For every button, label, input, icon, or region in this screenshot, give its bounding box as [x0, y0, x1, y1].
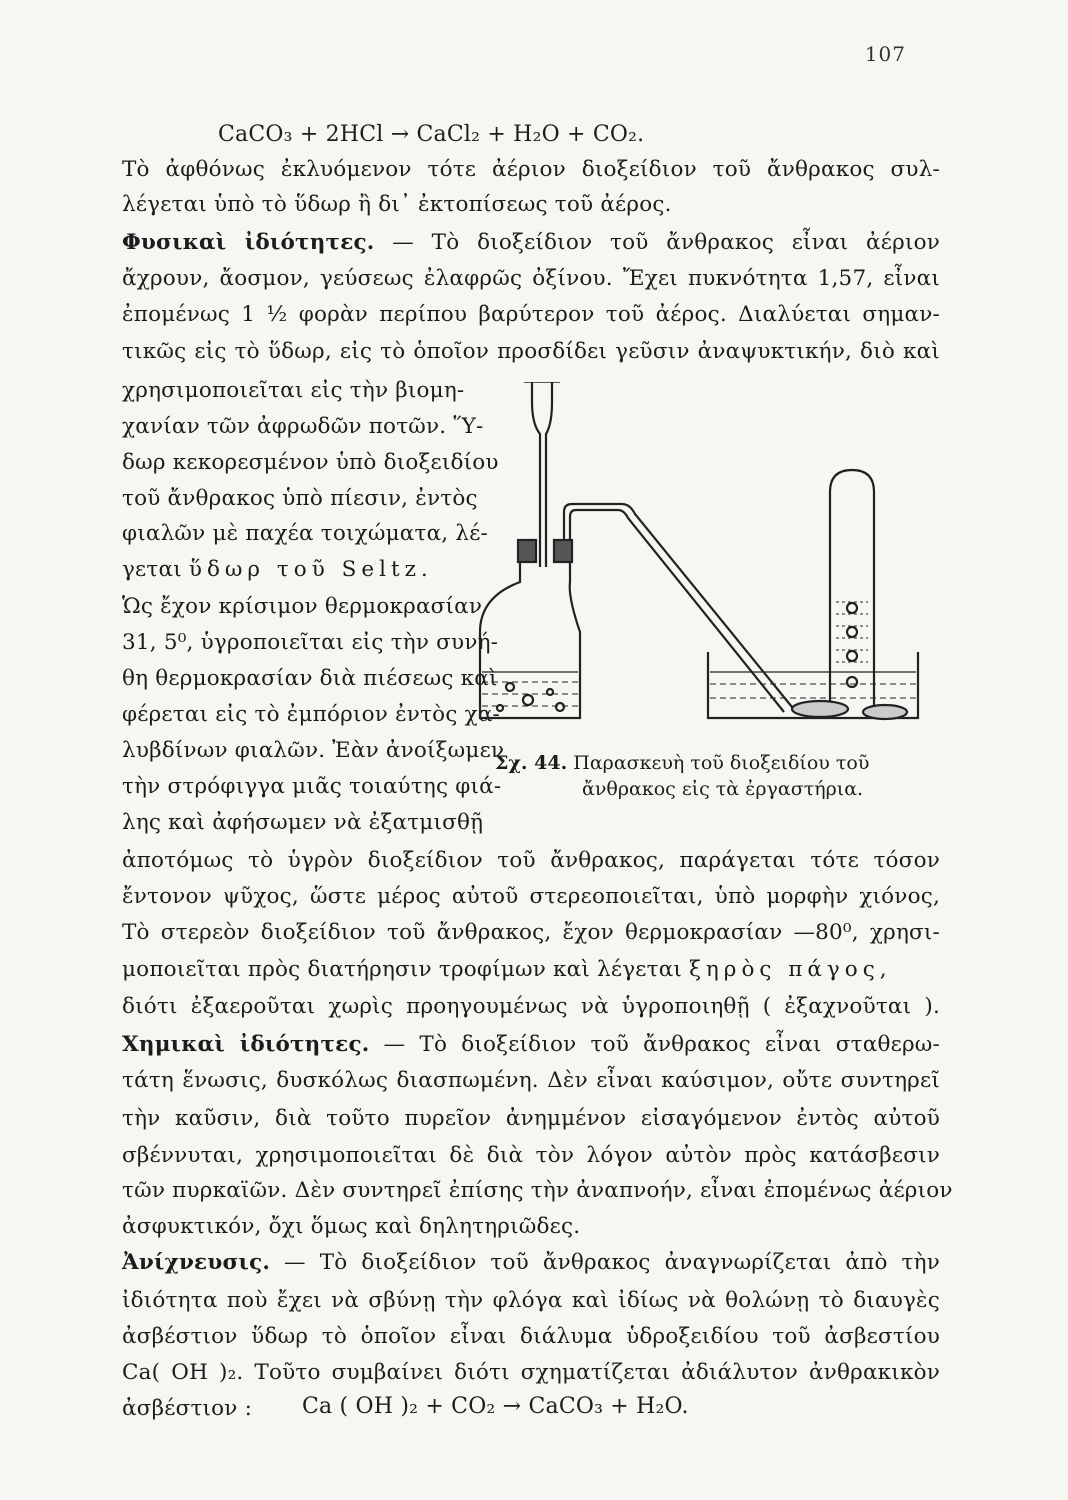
text-line: λέγεται ὑπὸ τὸ ὕδωρ ἢ δι᾽ ἐκτοπίσεως τοῦ ἀέρος. — [122, 192, 672, 217]
page-number: 107 — [864, 42, 906, 66]
heading-text: — Τὸ διοξείδιον τοῦ ἄνθρακος ἀναγνωρίζεται ἀπὸ τὴν — [270, 1250, 940, 1275]
equation-top: CaCO₃ + 2HCl → CaCl₂ + H₂O + CO₂. — [218, 122, 645, 147]
text-line: τοῦ ἄνθρακος ὑπὸ πίεσιν, ἐντὸς — [122, 486, 478, 511]
text-line: 31, 5⁰, ὑγροποιεῖται εἰς τὴν συνή- — [122, 630, 499, 655]
section-heading-detection — [122, 1248, 940, 1278]
text-line: τάτη ἕνωσις, δυσκόλως διασπωμένη. Δὲν εἶναι καύσιμον, οὔτε συντηρεῖ — [122, 1068, 940, 1093]
text-line: ἰδιότητα ποὺ ἔχει νὰ σβύνῃ τὴν φλόγα καὶ ἰδίως νὰ θολώνῃ τὸ διαυγὲς — [122, 1288, 940, 1313]
term-seltz-water: ὕδωρ τοῦ Seltz. — [188, 557, 433, 582]
text-line: ἔντονον ψῦχος, ὥστε μέρος αὐτοῦ στερεοποιεῖται, ὑπὸ μορφὴν χιόνος, — [122, 884, 940, 909]
text-line: Τὸ στερεὸν διοξείδιον τοῦ ἄνθρακος, ἔχον θερμοκρασίαν —80⁰, χρησι- — [122, 920, 940, 945]
text-line: τὴν καῦσιν, διὰ τοῦτο πυρεῖον ἀνημμένον εἰσαγόμενον ἐντὸς αὐτοῦ — [122, 1106, 940, 1131]
text-line: τικῶς εἰς τὸ ὕδωρ, εἰς τὸ ὁποῖον προσδίδει γεῦσιν ἀναψυκτικήν, διὸ καὶ — [122, 339, 940, 364]
text-line: λης καὶ ἀφήσωμεν νὰ ἐξατμισθῇ — [122, 810, 484, 835]
text-line: ἀσβέστιον : — [122, 1396, 253, 1421]
figure-caption-line2: ἄνθρακος εἰς τὰ ἐργαστήρια. — [582, 778, 864, 800]
text-line: Τὸ ἀφθόνως ἐκλυόμενον τότε ἀέριον διοξείδιον τοῦ ἄνθρακος συλ- — [122, 157, 940, 182]
heading-label: Φυσικαὶ ἰδιότητες. — [122, 230, 375, 255]
heading-text: — Τὸ διοξείδιον τοῦ ἄνθρακος εἶναι ἀέριον — [374, 230, 940, 255]
section-heading-chemical — [122, 1030, 940, 1060]
text-line: φιαλῶν μὲ παχέα τοιχώματα, λέ- — [122, 521, 489, 546]
text-line: δωρ κεκορεσμένον ὑπὸ διοξειδίου — [122, 450, 499, 475]
figure-label: Σχ. 44. — [495, 752, 568, 774]
text-line: χρησιμοποιεῖται εἰς τὴν βιομη- — [122, 378, 465, 403]
text-line: τῶν πυρκαϊῶν. Δὲν συντηρεῖ ἐπίσης τὴν ἀναπνοήν, εἶναι ἐπομένως ἀέριον — [122, 1178, 953, 1203]
text-line: ἄχρουν, ἄοσμον, γεύσεως ἐλαφρῶς ὀξίνου. Ἔχει πυκνότητα 1,57, εἶναι — [122, 266, 940, 291]
text-line: ἀσβέστιον ὕδωρ τὸ ὁποῖον εἶναι διάλυμα ὑδροξειδίου τοῦ ἀσβεστίου — [122, 1324, 940, 1349]
term-dry-ice: ξηρὸς πάγος, — [689, 957, 892, 982]
text-fragment: μοποιεῖται πρὸς διατήρησιν τροφίμων καὶ λέγεται — [122, 957, 690, 982]
text-line: διότι ἐξαεροῦται χωρὶς προηγουμένως νὰ ὑγροποιηθῇ ( ἐξαχνοῦται ). — [122, 994, 940, 1019]
text-line: Ὡς ἔχον κρίσιμον θερμοκρασίαν — [122, 594, 483, 619]
figure-caption — [495, 750, 869, 776]
text-fragment: γεται — [122, 557, 189, 582]
heading-label: Χημικαὶ ἰδιότητες. — [122, 1032, 370, 1057]
apparatus-drawing — [460, 382, 930, 722]
text-line: φέρεται εἰς τὸ ἐμπόριον ἐντὸς χα- — [122, 702, 500, 727]
text-line: τὴν στρόφιγγα μιᾶς τοιαύτης φιά- — [122, 774, 502, 799]
equation-bottom: Ca ( OH )₂ + CO₂ → CaCO₃ + H₂O. — [302, 1394, 689, 1419]
caption-text: Παρασκευὴ τοῦ διοξειδίου τοῦ — [573, 752, 870, 774]
text-line: ἐπομένως 1 ½ φορὰν περίπου βαρύτερον τοῦ ἀέρος. Διαλύεται σημαν- — [122, 302, 940, 327]
text-line — [122, 955, 892, 985]
text-line — [122, 555, 433, 585]
text-line: ἀσφυκτικόν, ὄχι ὅμως καὶ δηλητηριῶδες. — [122, 1214, 581, 1239]
figure-apparatus — [460, 382, 930, 722]
heading-text: — Τὸ διοξείδιον τοῦ ἄνθρακος εἶναι σταθερω- — [369, 1032, 940, 1057]
text-line: χανίαν τῶν ἀφρωδῶν ποτῶν. Ὕ- — [122, 414, 484, 439]
text-line: θη θερμοκρασίαν διὰ πιέσεως καὶ — [122, 666, 498, 691]
text-line: σβέννυται, χρησιμοποιεῖται δὲ διὰ τὸν λόγον αὐτὸν πρὸς κατάσβεσιν — [122, 1143, 940, 1168]
text-line: λυβδίνων φιαλῶν. Ἐὰν ἀνοίξωμεν — [122, 738, 505, 763]
text-line: Ca( OH )₂. Τοῦτο συμβαίνει διότι σχηματίζεται ἀδιάλυτον ἀνθρακικὸν — [122, 1360, 940, 1385]
text-line: ἀποτόμως τὸ ὑγρὸν διοξείδιον τοῦ ἄνθρακος, παράγεται τότε τόσον — [122, 848, 940, 873]
section-heading-physical — [122, 228, 940, 258]
heading-label: Ἀνίχνευσις. — [122, 1250, 271, 1275]
